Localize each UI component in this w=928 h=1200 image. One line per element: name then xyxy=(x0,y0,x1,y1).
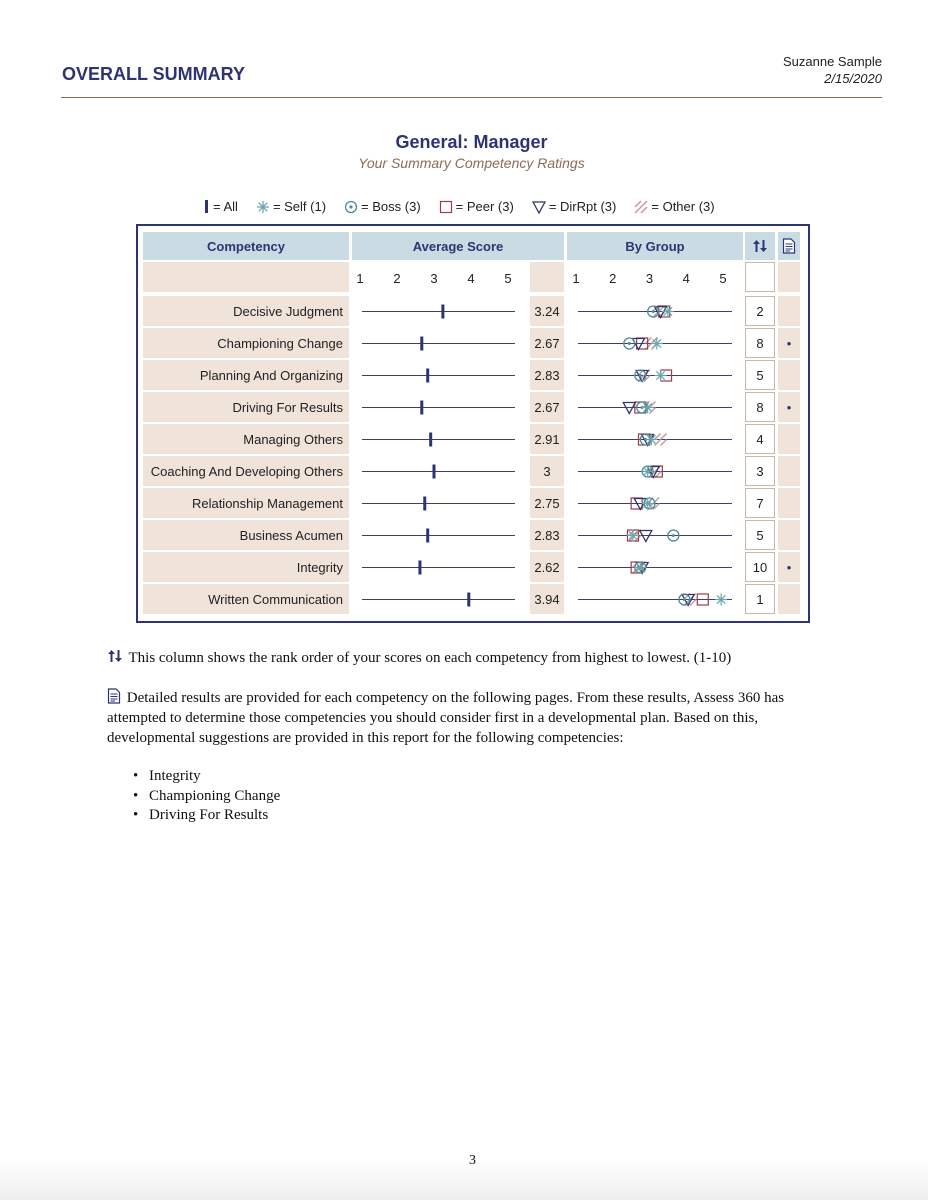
row-plot xyxy=(0,296,928,326)
scale-score-blank xyxy=(530,262,564,292)
development-marker: • xyxy=(778,328,800,358)
rank-value: 8 xyxy=(745,328,775,358)
development-marker: • xyxy=(778,552,800,582)
row-plot xyxy=(0,520,928,550)
self-marker xyxy=(655,370,667,382)
legend-dirrpt xyxy=(532,199,617,214)
header-competency: Competency xyxy=(143,232,349,260)
rank-value: 4 xyxy=(745,424,775,454)
average-score-bar xyxy=(418,561,421,575)
scale-tick-label: 4 xyxy=(467,271,475,286)
legend-all xyxy=(204,199,238,214)
person-name: Suzanne Sample xyxy=(782,54,882,69)
average-score-bar xyxy=(426,529,429,543)
row-plot xyxy=(0,328,928,358)
legend-boss xyxy=(344,199,421,214)
report-title: General: Manager xyxy=(395,132,548,152)
list-item: • Integrity xyxy=(133,767,280,787)
detail-note xyxy=(107,688,784,748)
competency-name: Decisive Judgment xyxy=(143,296,349,326)
average-score-bar xyxy=(433,465,436,479)
detail-note-line: attempted to determine those competencies you should consider first in a developmental plan. Based on this, xyxy=(107,710,759,726)
competency-name: Championing Change xyxy=(143,328,349,358)
average-score-bar xyxy=(423,497,426,511)
average-score-value: 2.75 xyxy=(530,488,564,518)
report-date: 2/15/2020 xyxy=(824,71,882,86)
row-plot xyxy=(0,488,928,518)
self-marker xyxy=(715,594,727,606)
rank-note xyxy=(107,648,731,668)
page-number: 3 xyxy=(469,1153,476,1168)
sort-arrows-icon xyxy=(107,649,125,663)
other-hatch-icon xyxy=(634,200,648,214)
list-item: • Driving For Results xyxy=(133,806,280,826)
scale-tick-label: 1 xyxy=(572,271,580,286)
average-score-bar xyxy=(467,593,470,607)
row-plot xyxy=(0,392,928,422)
scale-row-blank xyxy=(143,262,349,292)
boss-circle-icon xyxy=(344,200,358,214)
legend-label: = Peer (3) xyxy=(455,199,514,214)
average-score-value: 3.24 xyxy=(530,296,564,326)
self-asterisk-icon xyxy=(256,200,270,214)
all-bar-icon xyxy=(204,200,210,214)
scale-tick-label: 5 xyxy=(719,271,727,286)
row-plot xyxy=(0,360,928,390)
legend-label: = Self (1) xyxy=(272,199,327,214)
dev-blank xyxy=(778,262,800,292)
average-score-bar xyxy=(426,369,429,383)
page-title: OVERALL SUMMARY xyxy=(62,64,246,84)
header-divider xyxy=(61,97,882,98)
row-plot xyxy=(0,424,928,454)
average-score-bar xyxy=(441,305,444,319)
row-plot xyxy=(0,552,928,582)
rank-value: 2 xyxy=(745,296,775,326)
detail-note-line: developmental suggestions are provided in this report for the following competencies: xyxy=(107,730,624,746)
average-score-value: 3 xyxy=(530,456,564,486)
legend-label: = Boss (3) xyxy=(361,199,421,214)
header-rank[interactable] xyxy=(745,232,775,260)
average-score-value: 3.94 xyxy=(530,584,564,614)
legend-self xyxy=(256,199,326,214)
average-score-bar xyxy=(429,433,432,447)
legend-other xyxy=(634,199,714,214)
row-plot xyxy=(0,456,928,486)
rank-value: 5 xyxy=(745,520,775,550)
rank-value: 8 xyxy=(745,392,775,422)
development-marker: • xyxy=(778,392,800,422)
average-score-value: 2.83 xyxy=(530,520,564,550)
rank-value: 5 xyxy=(745,360,775,390)
dirrpt-triangle-icon xyxy=(532,200,546,214)
average-score-value: 2.67 xyxy=(530,392,564,422)
rank-note-text: This column shows the rank order of your scores on each competency from highest to lowest. (1-10) xyxy=(128,650,732,666)
rank-value: 3 xyxy=(745,456,775,486)
legend-label: = All xyxy=(213,199,238,214)
legend xyxy=(204,199,733,214)
person-info xyxy=(783,53,882,87)
scale-tick-label: 2 xyxy=(393,271,401,286)
document-icon xyxy=(107,688,123,704)
average-score-bar xyxy=(420,401,423,415)
rank-value: 7 xyxy=(745,488,775,518)
scale-tick-label: 3 xyxy=(645,271,654,286)
rank-blank xyxy=(745,262,775,292)
competency-name: Managing Others xyxy=(143,424,349,454)
average-score-value: 2.91 xyxy=(530,424,564,454)
detail-note-line: Detailed results are provided for each competency on the following pages. From these results, Assess 360 has xyxy=(126,690,785,706)
rank-value: 1 xyxy=(745,584,775,614)
legend-peer xyxy=(439,199,514,214)
scale-tick-label: 3 xyxy=(430,271,438,286)
scale-tick-label: 4 xyxy=(682,271,690,286)
competency-name: Written Communication xyxy=(143,584,349,614)
report-subtitle: Your Summary Competency Ratings xyxy=(358,155,585,171)
average-score-value: 2.83 xyxy=(530,360,564,390)
header-details[interactable] xyxy=(778,232,800,260)
legend-label: = DirRpt (3) xyxy=(548,199,617,214)
competency-name: Relationship Management xyxy=(143,488,349,518)
sort-arrows-icon xyxy=(752,239,768,253)
rank-value: 10 xyxy=(745,552,775,582)
average-score-value: 2.62 xyxy=(530,552,564,582)
header-average-score: Average Score xyxy=(352,232,564,260)
scale-tick-label: 1 xyxy=(356,271,364,286)
row-plot xyxy=(0,584,928,614)
document-icon xyxy=(782,238,796,254)
competency-name: Driving For Results xyxy=(143,392,349,422)
average-score-value: 2.67 xyxy=(530,328,564,358)
list-item: • Championing Change xyxy=(133,787,280,807)
legend-label: = Other (3) xyxy=(651,199,715,214)
scale-tick-label: 5 xyxy=(504,271,512,286)
peer-square-icon xyxy=(439,200,453,214)
scale-tick-label: 2 xyxy=(609,271,617,286)
competency-name: Business Acumen xyxy=(143,520,349,550)
header-by-group: By Group xyxy=(567,232,743,260)
competency-name: Integrity xyxy=(143,552,349,582)
competency-name: Planning And Organizing xyxy=(143,360,349,390)
development-list xyxy=(133,767,280,826)
competency-name: Coaching And Developing Others xyxy=(143,456,349,486)
average-score-bar xyxy=(420,337,423,351)
